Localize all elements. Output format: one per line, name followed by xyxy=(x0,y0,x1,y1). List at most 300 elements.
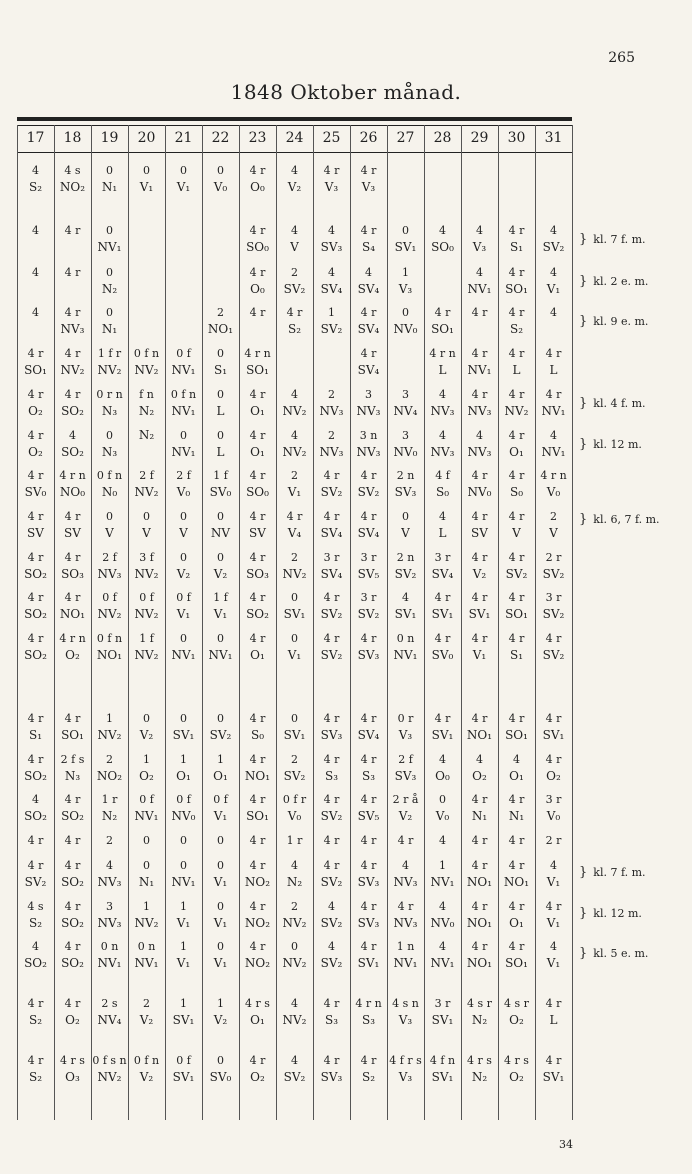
wind-value: NV₁ xyxy=(171,404,196,418)
cloud-precip-value: 4 xyxy=(291,224,298,237)
time-note xyxy=(579,946,648,961)
table-cell xyxy=(313,1052,350,1086)
cloud-precip-value: 4 xyxy=(550,940,557,953)
time-note-text: kl. 6, 7 f. m. xyxy=(593,513,660,526)
table-cell xyxy=(17,345,54,379)
time-note-text: kl. 9 e. m. xyxy=(593,315,649,328)
table-cell xyxy=(461,467,498,501)
wind-value: SV₂ xyxy=(320,607,343,621)
brace-icon: } xyxy=(579,437,588,452)
wind-value: SO₀ xyxy=(246,485,269,499)
table-cell xyxy=(350,304,387,338)
table-cell xyxy=(276,630,313,664)
table-cell xyxy=(17,791,54,825)
table-cell xyxy=(17,467,54,501)
table-cell xyxy=(535,508,572,542)
table-cell xyxy=(424,857,461,891)
table-cell xyxy=(535,710,572,744)
cloud-precip-value: 4 r xyxy=(508,266,525,279)
cloud-precip-value: 4 r xyxy=(471,712,488,725)
cloud-precip-value: 4 r xyxy=(471,510,488,523)
wind-value: SV₅ xyxy=(357,809,380,823)
table-cell xyxy=(276,162,313,196)
table-cell xyxy=(54,938,91,972)
table-cell xyxy=(461,751,498,785)
table-cell xyxy=(17,857,54,891)
table-cell xyxy=(350,264,387,298)
table-cell xyxy=(202,791,239,825)
cloud-precip-value: 4 r xyxy=(249,712,266,725)
table-cell xyxy=(498,589,535,623)
column-header-day: 28 xyxy=(433,130,452,146)
cloud-precip-value: 0 xyxy=(217,940,224,953)
wind-value: SV₂ xyxy=(357,485,380,499)
cloud-precip-value: 4 r xyxy=(249,940,266,953)
wind-value: L xyxy=(438,363,447,377)
cloud-precip-value: 1 n xyxy=(396,940,415,953)
time-note xyxy=(579,232,646,247)
wind-value: V₁ xyxy=(213,875,228,889)
table-cell xyxy=(239,630,276,664)
cloud-precip-value: 4 r xyxy=(64,859,81,872)
wind-value: NO₂ xyxy=(244,916,271,930)
cloud-precip-value: 4 r xyxy=(27,591,44,604)
wind-value: O₂ xyxy=(65,1013,80,1027)
wind-value: SV₄ xyxy=(320,526,343,540)
wind-value: NV₂ xyxy=(282,916,307,930)
wind-value: N₁ xyxy=(471,809,488,823)
wind-value: NV₃ xyxy=(319,445,344,459)
cloud-precip-value: 4 r s xyxy=(504,1054,529,1067)
time-note-text: kl. 7 f. m. xyxy=(593,233,646,246)
table-cell xyxy=(535,589,572,623)
cloud-precip-value: 0 f xyxy=(139,591,154,604)
wind-value: NV₂ xyxy=(282,567,307,581)
wind-value: V xyxy=(290,240,299,254)
wind-value: SO₁ xyxy=(505,728,528,742)
wind-value: SO₂ xyxy=(61,809,84,823)
wind-value: NV₁ xyxy=(97,240,122,254)
column-header-day: 19 xyxy=(100,130,119,146)
table-cell xyxy=(54,857,91,891)
wind-value: NV₂ xyxy=(60,363,85,377)
time-note xyxy=(579,512,660,527)
cloud-precip-value: 2 n xyxy=(396,551,415,564)
cloud-precip-value: 4 r xyxy=(27,347,44,360)
wind-value: O₁ xyxy=(509,916,524,930)
table-cell xyxy=(91,467,128,501)
column-header-day: 22 xyxy=(211,130,230,146)
cloud-precip-value: 4 r xyxy=(360,224,377,237)
cloud-precip-value: 2 xyxy=(291,551,298,564)
table-cell xyxy=(54,1052,91,1086)
wind-value: S₂ xyxy=(28,180,43,194)
cloud-precip-value: 3 r xyxy=(545,793,562,806)
cloud-precip-value: 4 r xyxy=(64,551,81,564)
cloud-precip-value: 0 xyxy=(217,1054,224,1067)
wind-value: S₂ xyxy=(361,1070,376,1084)
wind-value: V₃ xyxy=(472,240,487,254)
table-cell xyxy=(54,995,91,1029)
wind-value: SO₂ xyxy=(61,916,84,930)
cloud-precip-value: 4 r xyxy=(471,306,488,319)
table-cell xyxy=(276,791,313,825)
wind-value: V xyxy=(142,526,151,540)
cloud-precip-value: 2 xyxy=(291,900,298,913)
table-cell xyxy=(424,1052,461,1086)
wind-value: SV₁ xyxy=(468,607,491,621)
table-cell xyxy=(424,791,461,825)
wind-value: N₂ xyxy=(101,809,118,823)
table-cell xyxy=(387,589,424,623)
column-header-day: 18 xyxy=(63,130,82,146)
table-cell xyxy=(54,427,91,461)
cloud-precip-value: 4 r xyxy=(360,164,377,177)
wind-value: SV₃ xyxy=(357,648,380,662)
wind-value: L xyxy=(512,363,521,377)
table-cell xyxy=(165,427,202,461)
table-cell xyxy=(387,549,424,583)
table-cell xyxy=(498,264,535,298)
wind-value: N₂ xyxy=(138,428,155,442)
cloud-precip-value: 0 xyxy=(291,632,298,645)
cloud-precip-value: 4 r xyxy=(360,469,377,482)
wind-value: SO₂ xyxy=(61,445,84,459)
wind-value: SV₂ xyxy=(542,607,565,621)
cloud-precip-value: 4 r s xyxy=(467,1054,492,1067)
wind-value: SV₅ xyxy=(357,567,380,581)
cloud-precip-value: 4 xyxy=(513,753,520,766)
wind-value: NV₄ xyxy=(393,404,418,418)
cloud-precip-value: 0 xyxy=(402,510,409,523)
wind-value: SO₁ xyxy=(246,809,269,823)
cloud-precip-value: 4 r xyxy=(434,306,451,319)
wind-value: O₂ xyxy=(509,1013,524,1027)
cloud-precip-value: 2 f xyxy=(102,551,117,564)
table-cell xyxy=(128,791,165,825)
table-cell xyxy=(128,427,165,444)
wind-value: O₁ xyxy=(250,1013,265,1027)
table-cell xyxy=(498,898,535,932)
table-cell xyxy=(165,630,202,664)
wind-value: NV₁ xyxy=(541,404,566,418)
wind-value: SO₂ xyxy=(24,607,47,621)
table-cell xyxy=(91,427,128,461)
wind-value: V₂ xyxy=(139,1013,154,1027)
cloud-precip-value: 4 r xyxy=(508,224,525,237)
table-cell xyxy=(276,857,313,891)
cloud-precip-value: 0 xyxy=(143,164,150,177)
cloud-precip-value: 2 xyxy=(328,429,335,442)
cloud-precip-value: 4 r xyxy=(323,632,340,645)
wind-value: NV₁ xyxy=(208,648,233,662)
cloud-precip-value: 4 r xyxy=(27,712,44,725)
table-cell xyxy=(313,589,350,623)
cloud-precip-value: 4 r xyxy=(249,429,266,442)
cloud-precip-value: 0 xyxy=(106,306,113,319)
cloud-precip-value: 4 r xyxy=(27,429,44,442)
cloud-precip-value: 4 r n xyxy=(540,469,567,482)
cloud-precip-value: 4 r xyxy=(323,510,340,523)
cloud-precip-value: 0 xyxy=(291,591,298,604)
wind-value: S₂ xyxy=(287,322,302,336)
cloud-precip-value: 4 r n xyxy=(244,347,271,360)
table-cell xyxy=(128,508,165,542)
cloud-precip-value: 0 xyxy=(402,306,409,319)
table-cell xyxy=(202,345,239,379)
cloud-precip-value: 4 xyxy=(32,224,39,237)
cloud-precip-value: 4 r xyxy=(64,997,81,1010)
wind-value: V₁ xyxy=(213,607,228,621)
table-cell xyxy=(424,549,461,583)
table-cell xyxy=(498,857,535,891)
table-cell xyxy=(387,1052,424,1086)
column-divider xyxy=(572,125,573,1120)
wind-value: SV₂ xyxy=(394,567,417,581)
wind-value: SV₂ xyxy=(320,485,343,499)
table-cell xyxy=(461,1052,498,1086)
table-cell xyxy=(387,938,424,972)
wind-value: NV₄ xyxy=(97,1013,122,1027)
table-cell xyxy=(313,710,350,744)
cloud-precip-value: 4 r xyxy=(508,591,525,604)
cloud-precip-value: 2 f xyxy=(139,469,154,482)
wind-value: SO₃ xyxy=(61,567,84,581)
wind-value: NV₁ xyxy=(393,648,418,662)
cloud-precip-value: 2 xyxy=(106,753,113,766)
table-cell xyxy=(461,386,498,420)
table-cell xyxy=(202,995,239,1029)
cloud-precip-value: 0 xyxy=(180,551,187,564)
wind-value: SV₂ xyxy=(209,728,232,742)
cloud-precip-value: 2 xyxy=(291,266,298,279)
table-cell xyxy=(350,630,387,664)
table-cell xyxy=(313,304,350,338)
wind-value: O₂ xyxy=(28,404,43,418)
cloud-precip-value: 4 r xyxy=(323,793,340,806)
table-cell xyxy=(239,304,276,321)
cloud-precip-value: 4 r xyxy=(545,388,562,401)
cloud-precip-value: 0 f xyxy=(176,793,191,806)
table-cell xyxy=(535,386,572,420)
wind-value: NV₃ xyxy=(356,445,381,459)
table-cell xyxy=(239,264,276,298)
cloud-precip-value: 4 r xyxy=(64,224,81,237)
table-cell xyxy=(424,386,461,420)
table-cell xyxy=(387,304,424,338)
table-cell xyxy=(535,264,572,298)
table-cell xyxy=(498,427,535,461)
cloud-precip-value: 4 r xyxy=(508,940,525,953)
table-cell xyxy=(54,386,91,420)
table-cell xyxy=(387,222,424,256)
table-cell xyxy=(424,345,461,379)
wind-value: SV xyxy=(471,526,488,540)
column-header-day: 26 xyxy=(359,130,378,146)
cloud-precip-value: 4 r xyxy=(471,632,488,645)
cloud-precip-value: 0 xyxy=(180,510,187,523)
wind-value: V₁ xyxy=(213,809,228,823)
table-cell xyxy=(128,630,165,664)
cloud-precip-value: 4 s r xyxy=(467,997,492,1010)
cloud-precip-value: 4 r xyxy=(360,632,377,645)
wind-value: V₁ xyxy=(176,180,191,194)
table-cell xyxy=(276,751,313,785)
wind-value: S₃ xyxy=(324,1013,339,1027)
wind-value: NV₃ xyxy=(97,567,122,581)
table-cell xyxy=(350,791,387,825)
table-cell xyxy=(91,898,128,932)
table-cell xyxy=(424,832,461,849)
cloud-precip-value: 4 r xyxy=(64,834,81,847)
wind-value: L xyxy=(216,404,225,418)
brace-icon: } xyxy=(579,865,588,880)
cloud-precip-value: 4 xyxy=(550,429,557,442)
wind-value: O₀ xyxy=(250,282,265,296)
cloud-precip-value: 0 xyxy=(180,429,187,442)
cloud-precip-value: 1 xyxy=(217,753,224,766)
table-cell xyxy=(461,791,498,825)
cloud-precip-value: 4 r xyxy=(286,510,303,523)
table-cell xyxy=(202,751,239,785)
cloud-precip-value: 4 xyxy=(439,224,446,237)
table-cell xyxy=(498,938,535,972)
wind-value: SO₁ xyxy=(505,282,528,296)
wind-value: SV₄ xyxy=(357,526,380,540)
cloud-precip-value: 0 f n xyxy=(170,388,197,401)
wind-value: O₁ xyxy=(250,404,265,418)
table-cell xyxy=(313,857,350,891)
cloud-precip-value: 4 r n xyxy=(59,469,86,482)
cloud-precip-value: 4 r xyxy=(249,859,266,872)
wind-value: SO₂ xyxy=(61,875,84,889)
wind-value: SO₃ xyxy=(246,567,269,581)
wind-value: V xyxy=(549,526,558,540)
column-header-day: 31 xyxy=(544,130,563,146)
table-cell xyxy=(91,1052,128,1086)
cloud-precip-value: 4 r xyxy=(249,632,266,645)
wind-value: V₀ xyxy=(176,485,191,499)
table-cell xyxy=(54,467,91,501)
cloud-precip-value: 4 r xyxy=(323,469,340,482)
cloud-precip-value: 0 xyxy=(217,510,224,523)
wind-value: V₂ xyxy=(176,567,191,581)
cloud-precip-value: 2 xyxy=(328,388,335,401)
cloud-precip-value: 4 r n xyxy=(429,347,456,360)
column-header-day: 20 xyxy=(137,130,156,146)
cloud-precip-value: 4 r xyxy=(249,164,266,177)
wind-value: SV₂ xyxy=(542,567,565,581)
table-cell xyxy=(424,898,461,932)
cloud-precip-value: 4 r xyxy=(508,551,525,564)
table-cell xyxy=(165,589,202,623)
cloud-precip-value: 4 xyxy=(291,1054,298,1067)
cloud-precip-value: 0 xyxy=(143,712,150,725)
table-cell xyxy=(54,791,91,825)
table-cell xyxy=(313,549,350,583)
cloud-precip-value: 4 r xyxy=(397,900,414,913)
wind-value: SV₁ xyxy=(431,607,454,621)
wind-value: NO₁ xyxy=(466,916,493,930)
wind-value: S₂ xyxy=(28,916,43,930)
wind-value: V₂ xyxy=(287,180,302,194)
cloud-precip-value: 4 xyxy=(439,510,446,523)
cloud-precip-value: 4 r xyxy=(545,712,562,725)
wind-value: SV₂ xyxy=(357,607,380,621)
cloud-precip-value: 4 r xyxy=(508,793,525,806)
cloud-precip-value: 4 r xyxy=(64,347,81,360)
cloud-precip-value: 3 f xyxy=(139,551,154,564)
wind-value: NV₃ xyxy=(430,445,455,459)
header-rule xyxy=(17,152,572,153)
wind-value: S₀ xyxy=(435,485,450,499)
table-cell xyxy=(387,427,424,461)
cloud-precip-value: 4 r xyxy=(323,834,340,847)
cloud-precip-value: 0 xyxy=(180,712,187,725)
table-cell xyxy=(313,222,350,256)
cloud-precip-value: 2 f xyxy=(398,753,413,766)
cloud-precip-value: 0 xyxy=(217,429,224,442)
cloud-precip-value: 4 r xyxy=(360,753,377,766)
table-cell xyxy=(54,222,91,239)
cloud-precip-value: 4 r xyxy=(508,429,525,442)
table-cell xyxy=(350,162,387,196)
table-cell xyxy=(239,995,276,1029)
cloud-precip-value: 2 r å xyxy=(392,793,419,806)
cloud-precip-value: 3 n xyxy=(359,429,378,442)
table-cell xyxy=(17,1052,54,1086)
wind-value: SV₁ xyxy=(357,956,380,970)
cloud-precip-value: 0 xyxy=(217,388,224,401)
wind-value: S₁ xyxy=(509,240,524,254)
cloud-precip-value: 3 r xyxy=(434,997,451,1010)
cloud-precip-value: 0 xyxy=(291,712,298,725)
cloud-precip-value: 0 f xyxy=(139,793,154,806)
cloud-precip-value: 4 r xyxy=(434,591,451,604)
cloud-precip-value: 0 f n xyxy=(133,1054,160,1067)
wind-value: O₁ xyxy=(250,648,265,662)
wind-value: N₂ xyxy=(471,1070,488,1084)
cloud-precip-value: 1 f xyxy=(213,469,228,482)
table-cell xyxy=(276,264,313,298)
wind-value: SV₄ xyxy=(320,282,343,296)
wind-value: SV₀ xyxy=(24,485,47,499)
wind-value: O₂ xyxy=(472,769,487,783)
table-cell xyxy=(424,995,461,1029)
table-cell xyxy=(54,630,91,664)
wind-value: SV₂ xyxy=(542,240,565,254)
cloud-precip-value: 0 f s n xyxy=(92,1054,127,1067)
wind-value: NV₁ xyxy=(134,809,159,823)
wind-value: SV₄ xyxy=(357,728,380,742)
wind-value: N₂ xyxy=(138,404,155,418)
wind-value: SV₁ xyxy=(431,1070,454,1084)
table-cell xyxy=(239,222,276,256)
wind-value: V₁ xyxy=(546,282,561,296)
cloud-precip-value: 1 r xyxy=(286,834,303,847)
table-cell xyxy=(535,791,572,825)
wind-value: S₃ xyxy=(361,769,376,783)
table-cell xyxy=(535,857,572,891)
cloud-precip-value: 4 r xyxy=(471,388,488,401)
wind-value: S₂ xyxy=(509,322,524,336)
table-cell xyxy=(239,467,276,501)
table-cell xyxy=(239,751,276,785)
cloud-precip-value: 0 xyxy=(180,632,187,645)
wind-value: SO₂ xyxy=(24,809,47,823)
cloud-precip-value: 4 r xyxy=(434,632,451,645)
table-cell xyxy=(239,898,276,932)
